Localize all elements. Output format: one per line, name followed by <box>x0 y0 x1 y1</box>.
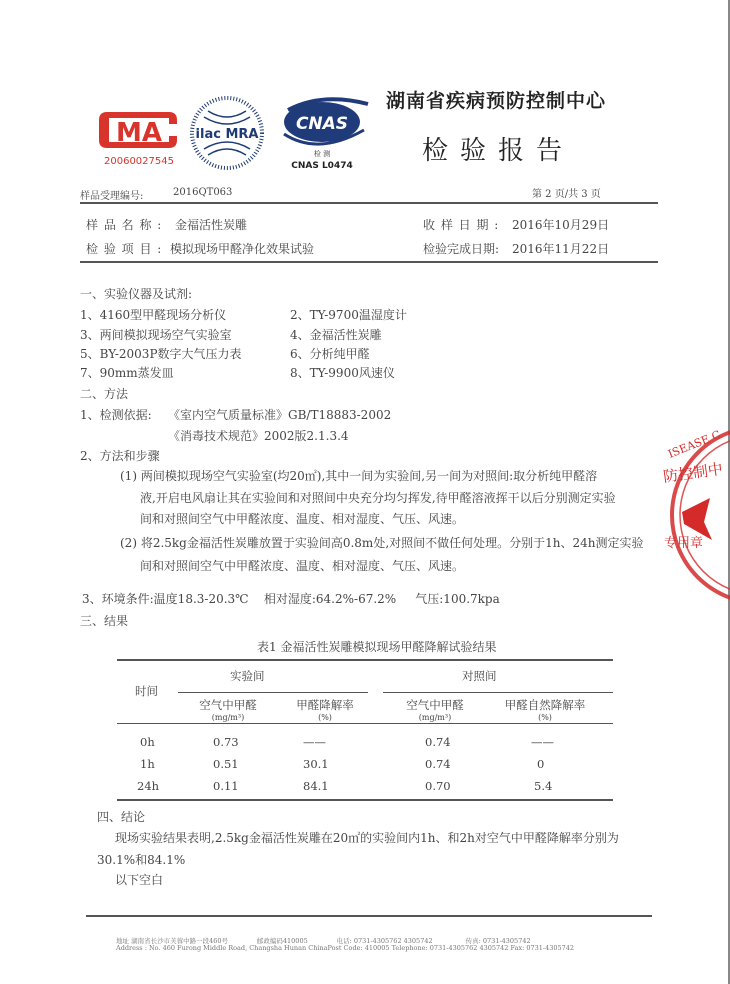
col-header-ctrl-conc <box>395 697 475 722</box>
step1-text: (1) 两间模拟现场空气实验室(均20㎡),其中一间为实验间,另一间为对照间:取分析纯甲醛溶 <box>120 469 598 483</box>
seal-star-icon <box>682 498 712 540</box>
sample-name-label: 样 品 名 称 : <box>86 218 163 232</box>
cell-time: 1h <box>140 757 155 771</box>
cma-number: 20060027545 <box>104 156 174 167</box>
table-row <box>117 735 613 757</box>
complete-date-label: 检验完成日期: <box>423 242 500 256</box>
instrument-item: 2、TY-9700温湿度计 <box>290 308 407 322</box>
table-top-rule <box>117 659 613 661</box>
group-rule-experiment <box>178 692 368 693</box>
cell-ctrl-rate: 0 <box>537 757 545 771</box>
cell-exp-conc: 0.51 <box>213 757 239 771</box>
sample-no: 2016QT063 <box>173 187 233 198</box>
instrument-item: 3、两间模拟现场空气实验室 <box>80 328 232 342</box>
col-header-unit: (mg/m³) <box>211 713 245 722</box>
cnas-logo <box>278 96 374 172</box>
col-header-exp-conc <box>188 697 268 722</box>
cnas-code: CNAS L0474 <box>291 161 353 171</box>
basis-label: 1、检测依据: <box>80 408 152 422</box>
section2-title: 二、方法 <box>80 387 129 401</box>
steps-title: 2、方法和步骤 <box>80 449 160 463</box>
col-header-label: 甲醛自然降解率 <box>504 698 586 712</box>
col-header-label: 空气中甲醛 <box>406 698 464 712</box>
cell-time: 24h <box>137 779 160 793</box>
table-header-rule <box>117 723 613 724</box>
group-rule-control <box>383 692 613 693</box>
cell-exp-rate: —— <box>303 735 326 749</box>
official-seal <box>660 420 730 620</box>
table-row <box>117 779 613 801</box>
test-item-label: 检 验 项 目 : <box>86 242 163 256</box>
receive-date: 2016年10月29日 <box>512 218 610 232</box>
ilac-logo-text: ilac MRA <box>195 127 259 142</box>
cell-time: 0h <box>140 735 155 749</box>
seal-text-cn2: 专用章 <box>664 536 704 551</box>
section4-title: 四、结论 <box>97 810 146 824</box>
col-header-unit: (mg/m³) <box>418 713 452 722</box>
cma-logo <box>93 106 185 168</box>
cell-exp-rate: 30.1 <box>303 757 329 771</box>
group-header-experiment: 实验间 <box>230 669 265 683</box>
cell-exp-conc: 0.73 <box>213 735 239 749</box>
col-header-unit: (%) <box>538 713 552 722</box>
seal-text-en: ISEASE C <box>666 427 723 461</box>
report-title: 检验报告 <box>422 136 575 166</box>
conclusion-text: 现场实验结果表明,2.5kg金福活性炭雕在20㎡的实验间内1h、和2h对空气中甲醛降解率分别为 <box>115 831 619 845</box>
test-item: 模拟现场甲醛净化效果试验 <box>170 242 315 256</box>
group-header-control: 对照间 <box>462 669 497 683</box>
cell-ctrl-conc: 0.74 <box>425 757 451 771</box>
cell-ctrl-rate: 5.4 <box>534 779 553 793</box>
cma-logo-text: MA <box>116 118 162 148</box>
step2-text: 间和对照间空气中甲醛浓度、温度、相对湿度、气压、风速。 <box>140 559 465 573</box>
cell-ctrl-conc: 0.74 <box>425 735 451 749</box>
table-body <box>117 735 613 801</box>
cnas-logo-text: CNAS <box>295 114 349 134</box>
cnas-sub: 检 测 <box>313 150 331 158</box>
step2-text: (2) 将2.5kg金福活性炭雕放置于实验间高0.8m处,对照间不做任何处理。分别于1h、24h测定实验 <box>120 536 644 550</box>
basis-standard-2: 《消毒技术规范》2002版2.1.3.4 <box>168 429 349 443</box>
col-header-ctrl-natural-rate <box>490 697 600 722</box>
col-header-label: 空气中甲醛 <box>199 698 257 712</box>
receive-date-label: 收 样 日 期 : <box>423 218 500 232</box>
basis-standard-1: 《室内空气质量标准》GB/T18883-2002 <box>168 408 392 422</box>
instrument-item: 1、4160型甲醛现场分析仪 <box>80 308 227 322</box>
conclusion-text: 30.1%和84.1% <box>97 853 186 867</box>
sample-no-label: 样品受理编号: <box>80 191 144 202</box>
col-header-time: 时间 <box>135 684 158 698</box>
footer-address-en: Address : No. 460 Furong Middle Road, Changsha Hunan ChinaPost Code: 410005 Telephone: 0731-4305762 4305742 Fax: 0731-4305742 <box>116 944 575 952</box>
page-info: 第 2 页/共 3 页 <box>532 189 601 200</box>
cell-exp-conc: 0.11 <box>213 779 239 793</box>
seal-text-cn: 防控制中 <box>662 459 724 486</box>
instrument-item: 7、90mm蒸发皿 <box>80 366 174 380</box>
step1-text: 液,开启电风扇让其在实验间和对照间中央充分均匀挥发,待甲醛溶液挥干以后分别测定实验 <box>140 491 616 505</box>
sample-name: 金福活性炭雕 <box>175 218 248 232</box>
complete-date: 2016年11月22日 <box>512 242 610 256</box>
cell-ctrl-conc: 0.70 <box>425 779 451 793</box>
divider-meta <box>80 261 658 263</box>
instrument-item: 4、金福活性炭雕 <box>290 328 382 342</box>
section3-title: 三、结果 <box>80 614 129 628</box>
ilac-mra-logo <box>188 95 266 171</box>
instrument-item: 8、TY-9900风速仪 <box>290 366 395 380</box>
environment-conditions: 3、环境条件:温度18.3-20.3℃ 相对湿度:64.2%-67.2% 气压:100.7kpa <box>82 592 500 606</box>
table-bottom-rule <box>117 799 613 801</box>
section1-title: 一、实验仪器及试剂: <box>80 287 193 301</box>
col-header-label: 甲醛降解率 <box>296 698 354 712</box>
organization-name: 湖南省疾病预防控制中心 <box>386 90 607 112</box>
cell-ctrl-rate: —— <box>531 735 554 749</box>
footer-address-cn: 地址 湖南省长沙市芙蓉中路一段460号 邮政编码410005 电话: 0731-4305762 4305742 传真: 0731-4305742 <box>116 937 531 945</box>
blank-note: 以下空白 <box>115 873 164 887</box>
cell-exp-rate: 84.1 <box>303 779 329 793</box>
table-row <box>117 757 613 779</box>
instrument-item: 6、分析纯甲醛 <box>290 347 370 361</box>
footer-rule <box>86 915 652 917</box>
instrument-item: 5、BY-2003P数字大气压力表 <box>80 347 242 361</box>
col-header-unit: (%) <box>318 713 332 722</box>
divider-top <box>80 202 658 204</box>
col-header-exp-rate <box>285 697 365 722</box>
step1-text: 间和对照间空气中甲醛浓度、温度、相对湿度、气压、风速。 <box>140 512 465 526</box>
table-title: 表1 金福活性炭雕模拟现场甲醛降解试验结果 <box>257 640 497 654</box>
